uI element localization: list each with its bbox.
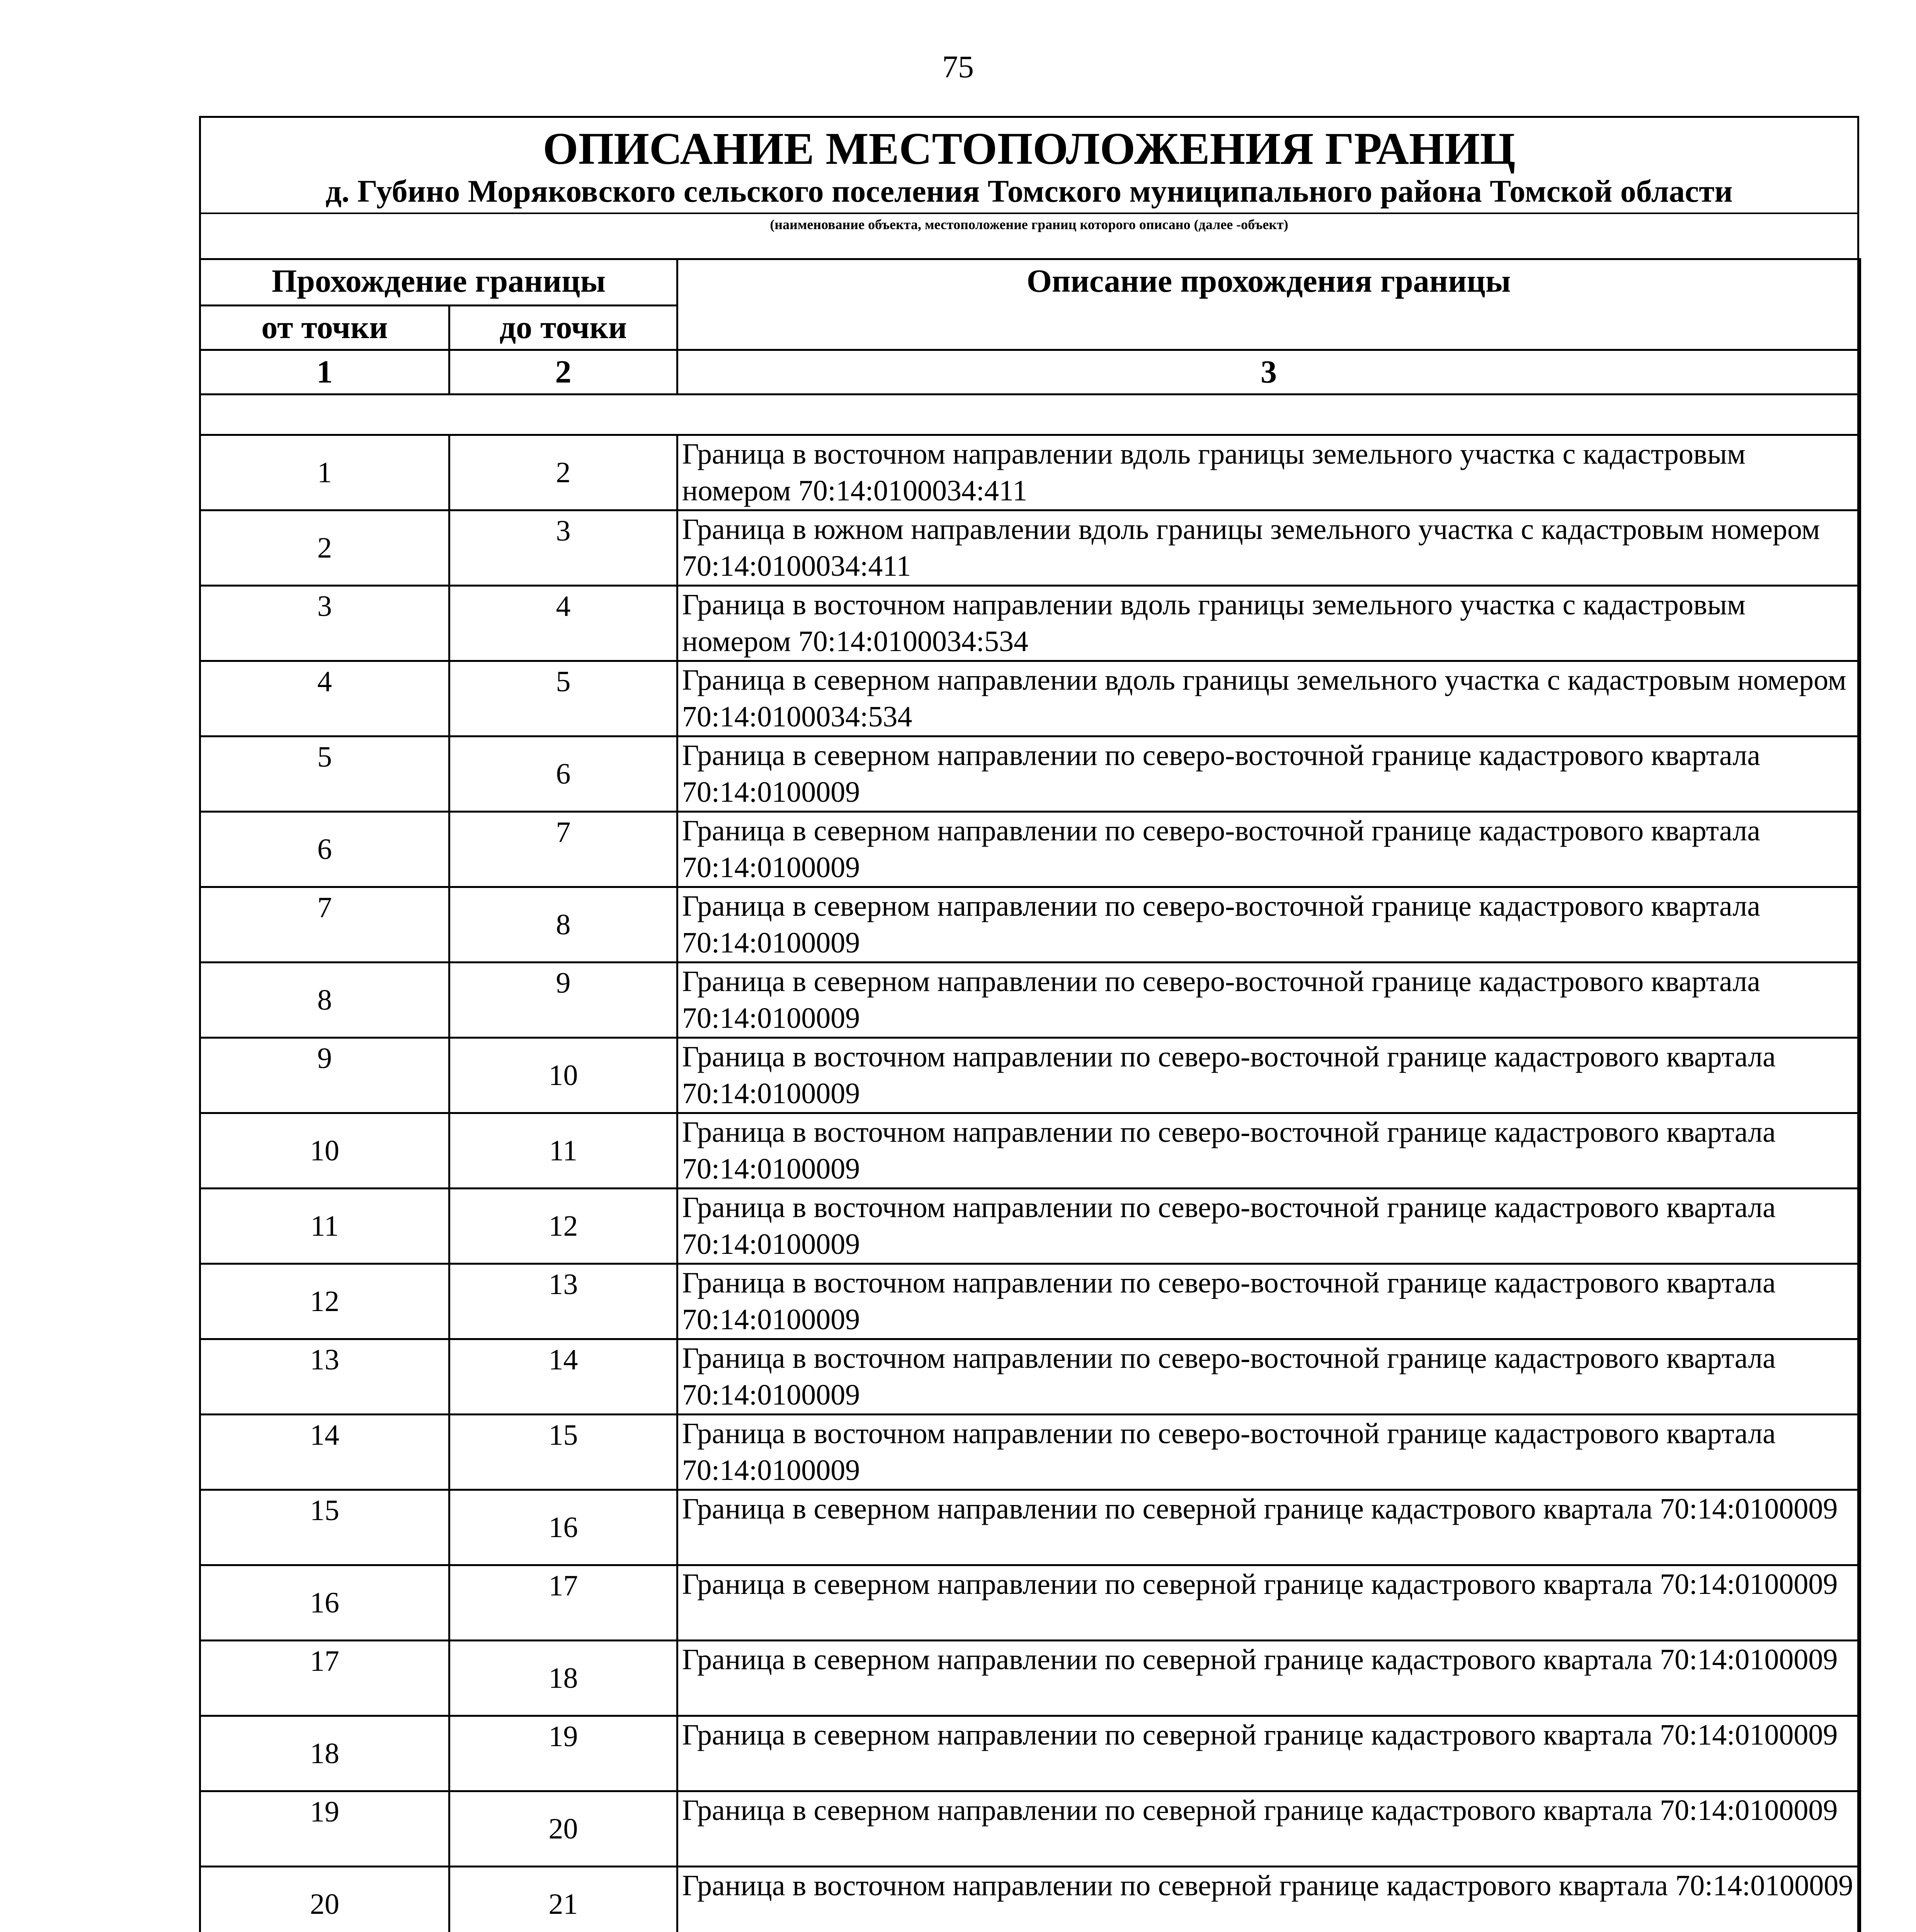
table-row (200, 435, 1860, 510)
to-point-cell: 6 (449, 736, 677, 812)
object-name: д. Губино Моряковского сельского поселения Томского муниципального района Томской области (325, 173, 1733, 209)
description-cell: Граница в восточном направлении по северо-восточной границе кадастрового квартала 70:14:0100009 (677, 1339, 1860, 1415)
from-point-cell: 17 (200, 1641, 449, 1716)
from-point-cell: 4 (200, 661, 449, 736)
to-point-cell: 15 (449, 1415, 677, 1490)
description-cell: Граница в восточном направлении по северо-восточной границе кадастрового квартала 70:14:0100009 (677, 1415, 1860, 1490)
object-caption: (наименование объекта, местоположение границ которого описано (далее -объект) (770, 217, 1288, 232)
table-row (200, 1113, 1860, 1189)
table-row (200, 1490, 1860, 1565)
description-cell: Граница в восточном направлении по северо-восточной границе кадастрового квартала 70:14:0100009 (677, 1264, 1860, 1339)
to-point-cell: 16 (449, 1490, 677, 1565)
document-title: ОПИСАНИЕ МЕСТОПОЛОЖЕНИЯ ГРАНИЦ (543, 123, 1516, 174)
description-cell: Граница в северном направлении по северо-восточной границе кадастрового квартала 70:14:0100009 (677, 812, 1860, 887)
from-point-cell: 2 (200, 510, 449, 586)
description-cell: Граница в северном направлении вдоль границы земельного участка с кадастровым номером 70:14:0100034:534 (677, 661, 1860, 736)
table-row (200, 1716, 1860, 1791)
description-cell: Граница в северном направлении по северо-восточной границе кадастрового квартала 70:14:0100009 (677, 887, 1860, 963)
to-point-cell: 20 (449, 1791, 677, 1867)
table-row (200, 812, 1860, 887)
from-point-cell: 18 (200, 1716, 449, 1791)
page-number: 75 (942, 49, 974, 84)
header-to-point: до точки (449, 306, 677, 350)
description-cell: Граница в восточном направлении по северо-восточной границе кадастрового квартала 70:14:0100009 (677, 1113, 1860, 1189)
to-point-cell: 10 (449, 1038, 677, 1113)
from-point-cell: 8 (200, 963, 449, 1038)
description-cell: Граница в северном направлении по северо-восточной границе кадастрового квартала 70:14:0100009 (677, 963, 1860, 1038)
from-point-cell: 13 (200, 1339, 449, 1415)
to-point-cell: 12 (449, 1189, 677, 1264)
from-point-cell: 10 (200, 1113, 449, 1189)
description-cell: Граница в восточном направлении по северо-восточной границе кадастрового квартала 70:14:0100009 (677, 1038, 1860, 1113)
table-row (200, 1791, 1860, 1867)
description-cell: Граница в южном направлении вдоль границы земельного участка с кадастровым номером 70:14:0100034:411 (677, 510, 1860, 586)
from-point-cell: 12 (200, 1264, 449, 1339)
description-cell: Граница в северном направлении по северной границе кадастрового квартала 70:14:0100009 (677, 1565, 1860, 1641)
from-point-cell: 14 (200, 1415, 449, 1490)
description-cell: Граница в восточном направлении вдоль границы земельного участка с кадастровым номером 70:14:0100034:411 (677, 435, 1860, 510)
spacer-row (200, 395, 1860, 435)
description-cell: Граница в северном направлении по северо-восточной границе кадастрового квартала 70:14:0100009 (677, 736, 1860, 812)
caption-divider (199, 213, 1859, 214)
table-row (200, 1641, 1860, 1716)
from-point-cell: 7 (200, 887, 449, 963)
from-point-cell: 9 (200, 1038, 449, 1113)
table-row (200, 661, 1860, 736)
column-number: 1 (200, 350, 449, 395)
from-point-cell: 6 (200, 812, 449, 887)
from-point-cell: 11 (200, 1189, 449, 1264)
to-point-cell: 17 (449, 1565, 677, 1641)
table-row (200, 1415, 1860, 1490)
to-point-cell: 14 (449, 1339, 677, 1415)
table-row (200, 1038, 1860, 1113)
to-point-cell: 13 (449, 1264, 677, 1339)
from-point-cell: 16 (200, 1565, 449, 1641)
from-point-cell: 1 (200, 435, 449, 510)
table-row (200, 887, 1860, 963)
header-description: Описание прохождения границы (677, 259, 1860, 350)
table-row (200, 1339, 1860, 1415)
to-point-cell: 19 (449, 1716, 677, 1791)
header-from-point: от точки (200, 306, 449, 350)
to-point-cell: 21 (449, 1867, 677, 1932)
table-row (200, 963, 1860, 1038)
to-point-cell: 5 (449, 661, 677, 736)
description-cell: Граница в восточном направлении вдоль границы земельного участка с кадастровым номером 70:14:0100034:534 (677, 586, 1860, 661)
description-cell: Граница в северном направлении по северной границе кадастрового квартала 70:14:0100009 (677, 1716, 1860, 1791)
table-row (200, 1189, 1860, 1264)
to-point-cell: 7 (449, 812, 677, 887)
to-point-cell: 9 (449, 963, 677, 1038)
column-number: 3 (677, 350, 1860, 395)
from-point-cell: 3 (200, 586, 449, 661)
to-point-cell: 4 (449, 586, 677, 661)
table-row (200, 510, 1860, 586)
description-cell: Граница в восточном направлении по северной границе кадастрового квартала 70:14:0100009 (677, 1867, 1860, 1932)
to-point-cell: 2 (449, 435, 677, 510)
description-cell: Граница в северном направлении по северной границе кадастрового квартала 70:14:0100009 (677, 1490, 1860, 1565)
from-point-cell: 20 (200, 1867, 449, 1932)
to-point-cell: 8 (449, 887, 677, 963)
table-row (200, 1565, 1860, 1641)
to-point-cell: 18 (449, 1641, 677, 1716)
boundary-table (199, 258, 1861, 1932)
from-point-cell: 15 (200, 1490, 449, 1565)
from-point-cell: 5 (200, 736, 449, 812)
table-row (200, 1867, 1860, 1932)
to-point-cell: 11 (449, 1113, 677, 1189)
to-point-cell: 3 (449, 510, 677, 586)
table-row (200, 1264, 1860, 1339)
table-row (200, 586, 1860, 661)
description-cell: Граница в северном направлении по северной границе кадастрового квартала 70:14:0100009 (677, 1641, 1860, 1716)
from-point-cell: 19 (200, 1791, 449, 1867)
description-cell: Граница в восточном направлении по северо-восточной границе кадастрового квартала 70:14:0100009 (677, 1189, 1860, 1264)
column-number: 2 (449, 350, 677, 395)
header-boundary-passage: Прохождение границы (200, 259, 677, 306)
description-cell: Граница в северном направлении по северной границе кадастрового квартала 70:14:0100009 (677, 1791, 1860, 1867)
table-row (200, 736, 1860, 812)
